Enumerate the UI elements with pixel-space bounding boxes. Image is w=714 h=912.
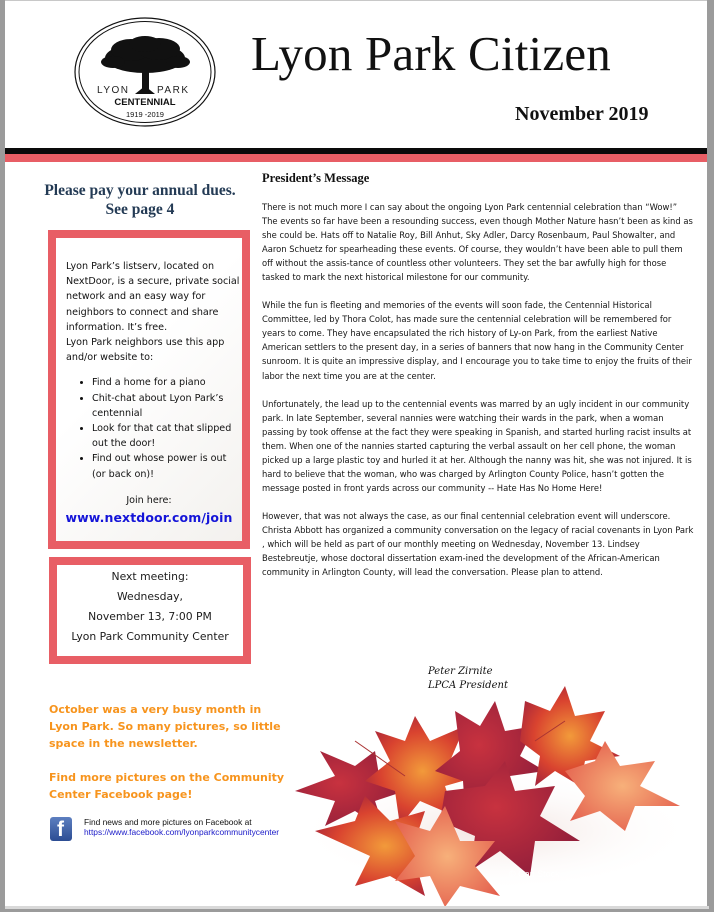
join-label: Join here: <box>126 495 172 506</box>
signature-title: LPCA President <box>428 680 508 691</box>
nextdoor-uses-list <box>66 375 242 481</box>
photo-watermark: © Can Stock <box>509 869 560 879</box>
nextdoor-box <box>48 230 250 549</box>
logo-lyon-text: LYON <box>97 85 130 96</box>
newsletter-title: Lyon Park Citizen <box>251 26 611 81</box>
list-item: • Find a home for a piano <box>92 375 242 390</box>
newsletter-page <box>5 0 707 907</box>
nextdoor-intro-2: Lyon Park neighbors use this app and/or website to: <box>66 337 225 364</box>
header-rule-pink <box>5 154 707 162</box>
meeting-location: Lyon Park Community Center <box>71 630 229 643</box>
issue-date: November 2019 <box>515 103 649 125</box>
meeting-day: Wednesday, <box>117 590 183 603</box>
dues-notice <box>35 181 245 219</box>
signature-name: Peter Zirnite <box>428 666 493 677</box>
page-shadow <box>5 906 709 909</box>
facebook-link[interactable]: https://www.facebook.com/lyonparkcommunitycenter <box>84 826 280 837</box>
president-message-heading: President’s Message <box>262 171 370 185</box>
logo-seal-icon <box>73 16 217 128</box>
autumn-leaves-image <box>295 681 707 907</box>
list-item: • Find out whose power is out (or back on)! <box>92 451 242 481</box>
meeting-line: Next meeting: <box>111 570 189 583</box>
logo-years-text: 1919 -2019 <box>126 110 164 119</box>
facebook-icon[interactable]: f <box>50 817 72 841</box>
message-paragraph: Unfortunately, the lead up to the centennial events was marred by an ugly incident in our community park. In late September, several nannies were watching their wards in the park, when a woman passing by took offense at the fact they were speaking in Spanish, and started hurling racist insults at them. When one of the nannies started capturing the verbal assault on her cell phone, the woman picked up a large plastic toy and hurled it at her. Although the nanny was hit, she was not injured. It is hard to believe that the woman, who was charged by Arlington County Police, hasn’t gotten the message posted in front yards across our community -- Hate Has No Home Here! <box>262 398 692 493</box>
message-paragraph: However, that was not always the case, as our final centennial celebration event will underscore. Christa Abbott has organized a community conversation on the legacy of racial covenants in Lyon Park , which will be held as part of our monthly meeting on Wednesday, November 13. Lindsey Bestebreutje, whose doctoral dissertation exam-ined the development of the African-American community in Arlington County, will lead the conversation. Please plan to attend. <box>262 510 694 578</box>
next-meeting-box <box>49 557 251 664</box>
list-item: • Chit-chat about Lyon Park’s centennial <box>92 391 242 421</box>
facebook-note <box>84 818 279 837</box>
president-message-body <box>262 200 694 593</box>
list-item: • Look for that cat that slipped out the door! <box>92 421 242 451</box>
facebook-text: Find news and more pictures on Facebook at <box>84 817 252 827</box>
logo-centennial-text: CENTENNIAL <box>114 97 176 108</box>
logo-park-text: PARK <box>157 85 190 96</box>
president-signature <box>428 665 508 693</box>
photos-note <box>49 701 289 803</box>
meeting-datetime: November 13, 7:00 PM <box>88 610 212 623</box>
photos-note-2: Find more pictures on the Community Center Facebook page! <box>49 771 285 801</box>
message-paragraph: There is not much more I can say about the ongoing Lyon Park centennial celebration than “Wow!” The events so far have been a resounding success, even though Mother Nature hasn’t been as kind as she could be. Hats off to Natalie Roy, Bill Anhut, Sky Adler, Darcy Rosenbaum, Paul Showalter, and Aaron Schuetz for spearheading these events. Of course, they wouldn’t have been able to pull them off without the assis-tance of countless other volunteers. They set the bar awfully high for those tasked to mark the next historical milestone for our community. <box>262 202 693 283</box>
nextdoor-intro: Lyon Park’s listserv, located on NextDoor, is a secure, private social network and an easy way for neighbors to connect and share information. It’s free. <box>66 261 240 333</box>
centennial-logo <box>73 16 217 128</box>
nextdoor-join-link[interactable]: www.nextdoor.com/join <box>65 510 233 525</box>
dues-line-1: Please pay your annual dues. <box>44 182 236 199</box>
message-paragraph: While the fun is fleeting and memories of the events will soon fade, the Centennial Historical Committee, led by Thora Colot, has made sure the centennial celebration will be remembered for years to come. They have encapsulated the rich history of Ly-on Park, from the earliest Native American settlers to the present day, in a series of banners that now hang in the Community Center sunroom. It is quite an impressive display, and I encourage you to take time to enjoy the fruits of their labor the next time you are at the center. <box>262 300 692 381</box>
photos-note-1: October was a very busy month in Lyon Park. So many pictures, so little space in the newsletter. <box>49 703 281 750</box>
dues-line-2: See page 4 <box>105 201 175 218</box>
